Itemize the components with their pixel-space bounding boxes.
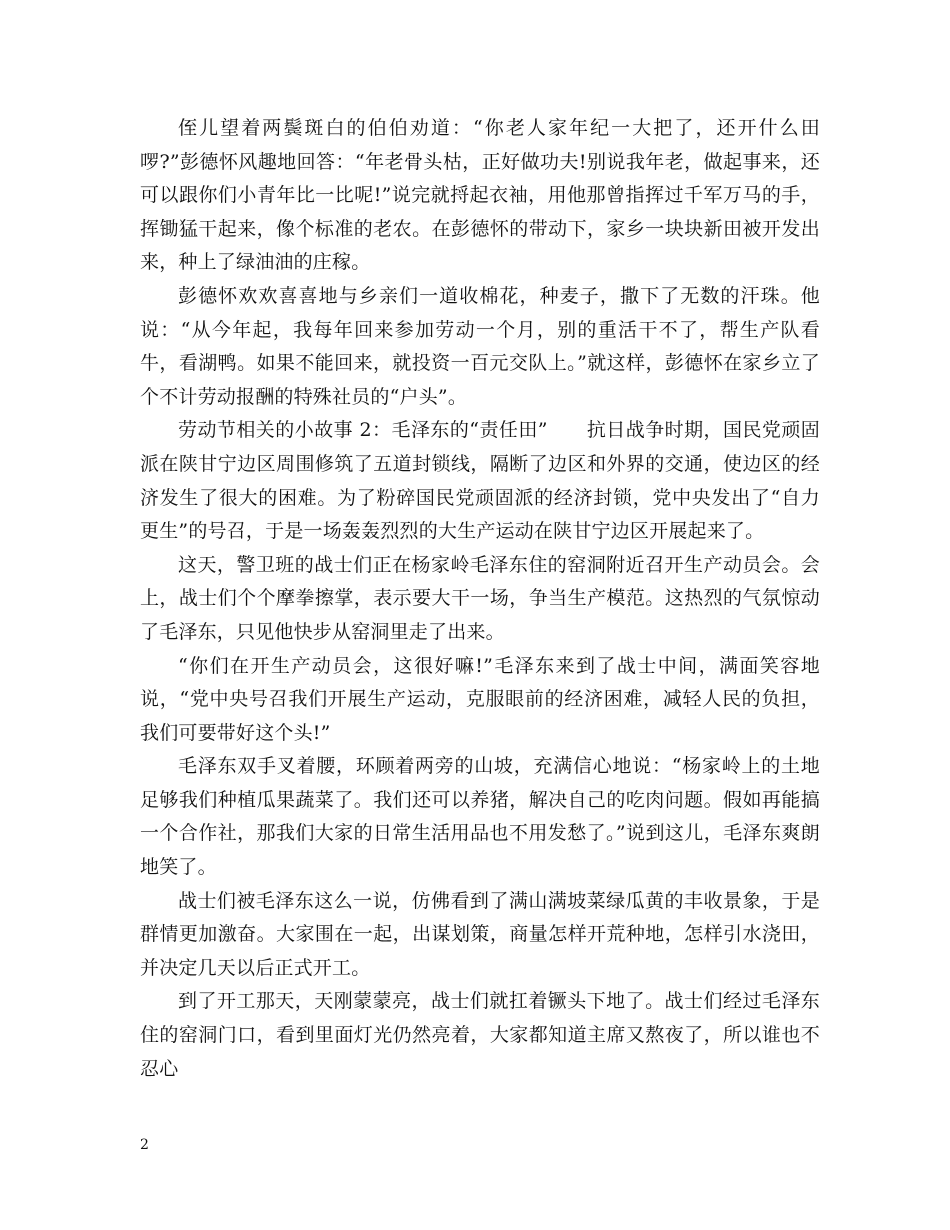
page-number: 2	[140, 1137, 149, 1153]
paragraph-8: 到了开工那天，天刚蒙蒙亮，战士们就扛着镢头下地了。战士们经过毛泽东住的窑洞门口，看到里面灯光仍然亮着，大家都知道主席又熬夜了，所以谁也不忍心	[140, 990, 820, 1080]
paragraph-7: 战士们被毛泽东这么一说，仿佛看到了满山满坡菜绿瓜黄的丰收景象，于是群情更加激奋。大家围在一起，出谋划策，商量怎样开荒种地，怎样引水浇田，并决定几天以后正式开工。	[140, 889, 820, 979]
paragraph-6: 毛泽东双手叉着腰，环顾着两旁的山坡，充满信心地说：“杨家岭上的土地足够我们种植瓜果蔬菜了。我们还可以养猪，解决自己的吃肉问题。假如再能搞一个合作社，那我们大家的日常生活用品也不用发愁了。”说到这儿，毛泽东爽朗地笑了。	[140, 755, 820, 879]
paragraph-5: “你们在开生产动员会，这很好嘛!”毛泽东来到了战士中间，满面笑容地说，“党中央号召我们开展生产运动，克服眼前的经济困难，减轻人民的负担，我们可要带好这个头!”	[140, 654, 820, 744]
paragraph-4: 这天，警卫班的战士们正在杨家岭毛泽东住的窑洞附近召开生产动员会。会上，战士们个个摩拳擦掌，表示要大干一场，争当生产模范。这热烈的气氛惊动了毛泽东，只见他快步从窑洞里走了出来。	[140, 553, 820, 643]
document-body	[140, 112, 820, 1086]
paragraph-1: 侄儿望着两鬓斑白的伯伯劝道：“你老人家年纪一大把了，还开什么田啰?”彭德怀风趣地回答：“年老骨头枯，正好做功夫!别说我年老，做起事来，还可以跟你们小青年比一比呢!”说完就捋起衣袖，用他那曾指挥过千军万马的手，挥锄猛干起来，像个标准的老农。在彭德怀的带动下，家乡一块块新田被开发出来，种上了绿油油的庄稼。	[140, 117, 820, 274]
paragraph-3: 劳动节相关的小故事 2：毛泽东的“责任田” 抗日战争时期，国民党顽固派在陕甘宁边区周围修筑了五道封锁线，隔断了边区和外界的交通，使边区的经济发生了很大的困难。为了粉碎国民党顽固派的经济封锁，党中央发出了“自力更生”的号召，于是一场轰轰烈烈的大生产运动在陕甘宁边区开展起来了。	[140, 419, 820, 543]
paragraph-2: 彭德怀欢欢喜喜地与乡亲们一道收棉花，种麦子，撒下了无数的汗珠。他说：“从今年起，我每年回来参加劳动一个月，别的重活干不了，帮生产队看牛，看湖鸭。如果不能回来，就投资一百元交队上。”就这样，彭德怀在家乡立了个不计劳动报酬的特殊社员的“户头”。	[140, 284, 820, 408]
